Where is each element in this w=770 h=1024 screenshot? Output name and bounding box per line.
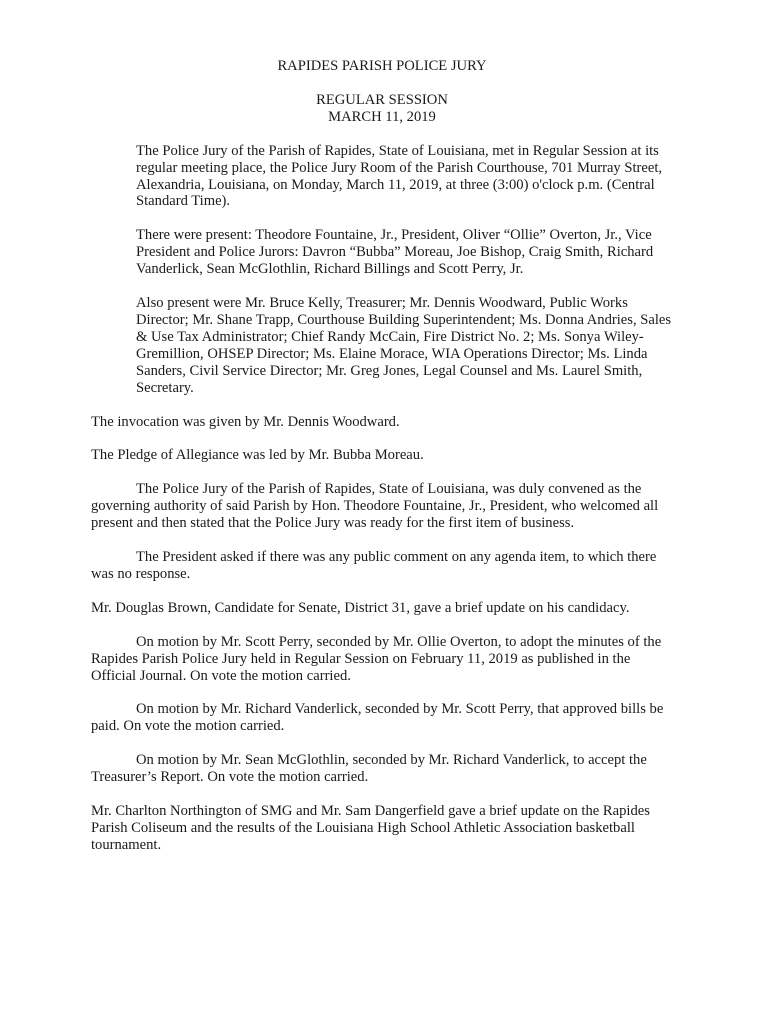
minutes-motion-paragraph: On motion by Mr. Scott Perry, seconded by Mr. Ollie Overton, to adopt the minutes of the Rapides Parish Police Jury held in Regular Session on February 11, 2019 as published in the Official Journal. On vote the motion carried. [91,633,662,684]
opening-paragraph: The Police Jury of the Parish of Rapides, State of Louisiana, met in Regular Session at its regular meeting place, the Police Jury Room of the Parish Courthouse, 701 Murray Street, Alexandria, Louisiana, on Monday, March 11, 2019, at three (3:00) o'clock p.m. (Central Standard Time). [136,142,663,210]
public-comment-paragraph: The President asked if there was any public comment on any agenda item, to which there was no response. [91,549,657,582]
document-title: RAPIDES PARISH POLICE JURY [277,58,487,74]
session-date: MARCH 11, 2019 [328,108,436,125]
coliseum-update-paragraph: Mr. Charlton Northington of SMG and Mr. Sam Dangerfield gave a brief update on the Rapides Parish Coliseum and the results of the Louisiana High School Athletic Association basketball tournament. [91,803,650,853]
document-body [91,58,673,854]
douglas-brown-paragraph: Mr. Douglas Brown, Candidate for Senate, District 31, gave a brief update on his candidacy. [91,599,630,616]
pledge-paragraph: The Pledge of Allegiance was led by Mr. Bubba Moreau. [91,447,424,464]
invocation-paragraph: The invocation was given by Mr. Dennis Woodward. [91,413,400,430]
convened-paragraph: The Police Jury of the Parish of Rapides, State of Louisiana, was duly convened as the governing authority of said Parish by Hon. Theodore Fountaine, Jr., President, who welcomed all present and then stated that the Police Jury was ready for the first item of business. [91,481,659,532]
session-type: REGULAR SESSION [316,91,448,108]
attendance-paragraph: There were present: Theodore Fountaine, Jr., President, Oliver “Ollie” Overton, Jr., Vice President and Police Jurors: Davron “Bubba” Moreau, Joe Bishop, Craig Smith, Richard Vanderlick, Sean McGlothlin, Richard Billings and Scott Perry, Jr. [136,227,654,278]
also-present-paragraph: Also present were Mr. Bruce Kelly, Treasurer; Mr. Dennis Woodward, Public Works Director; Mr. Shane Trapp, Courthouse Building Superintendent; Ms. Donna Andries, Sales & Use Tax Administrator; Chief Randy McCain, Fire District No. 2; Ms. Sonya Wiley-Gremillion, OHSEP Director; Ms. Elaine Morace, WIA Operations Director; Ms. Linda Sanders, Civil Service Director; Mr. Greg Jones, Legal Counsel and Ms. Laurel Smith, Secretary. [136,295,672,396]
bills-motion-paragraph: On motion by Mr. Richard Vanderlick, seconded by Mr. Scott Perry, that approved bills be paid. On vote the motion carried. [91,701,664,735]
session-heading [91,92,673,126]
treasurer-motion-paragraph: On motion by Mr. Sean McGlothlin, seconded by Mr. Richard Vanderlick, to accept the Treasurer’s Report. On vote the motion carried. [91,752,647,786]
